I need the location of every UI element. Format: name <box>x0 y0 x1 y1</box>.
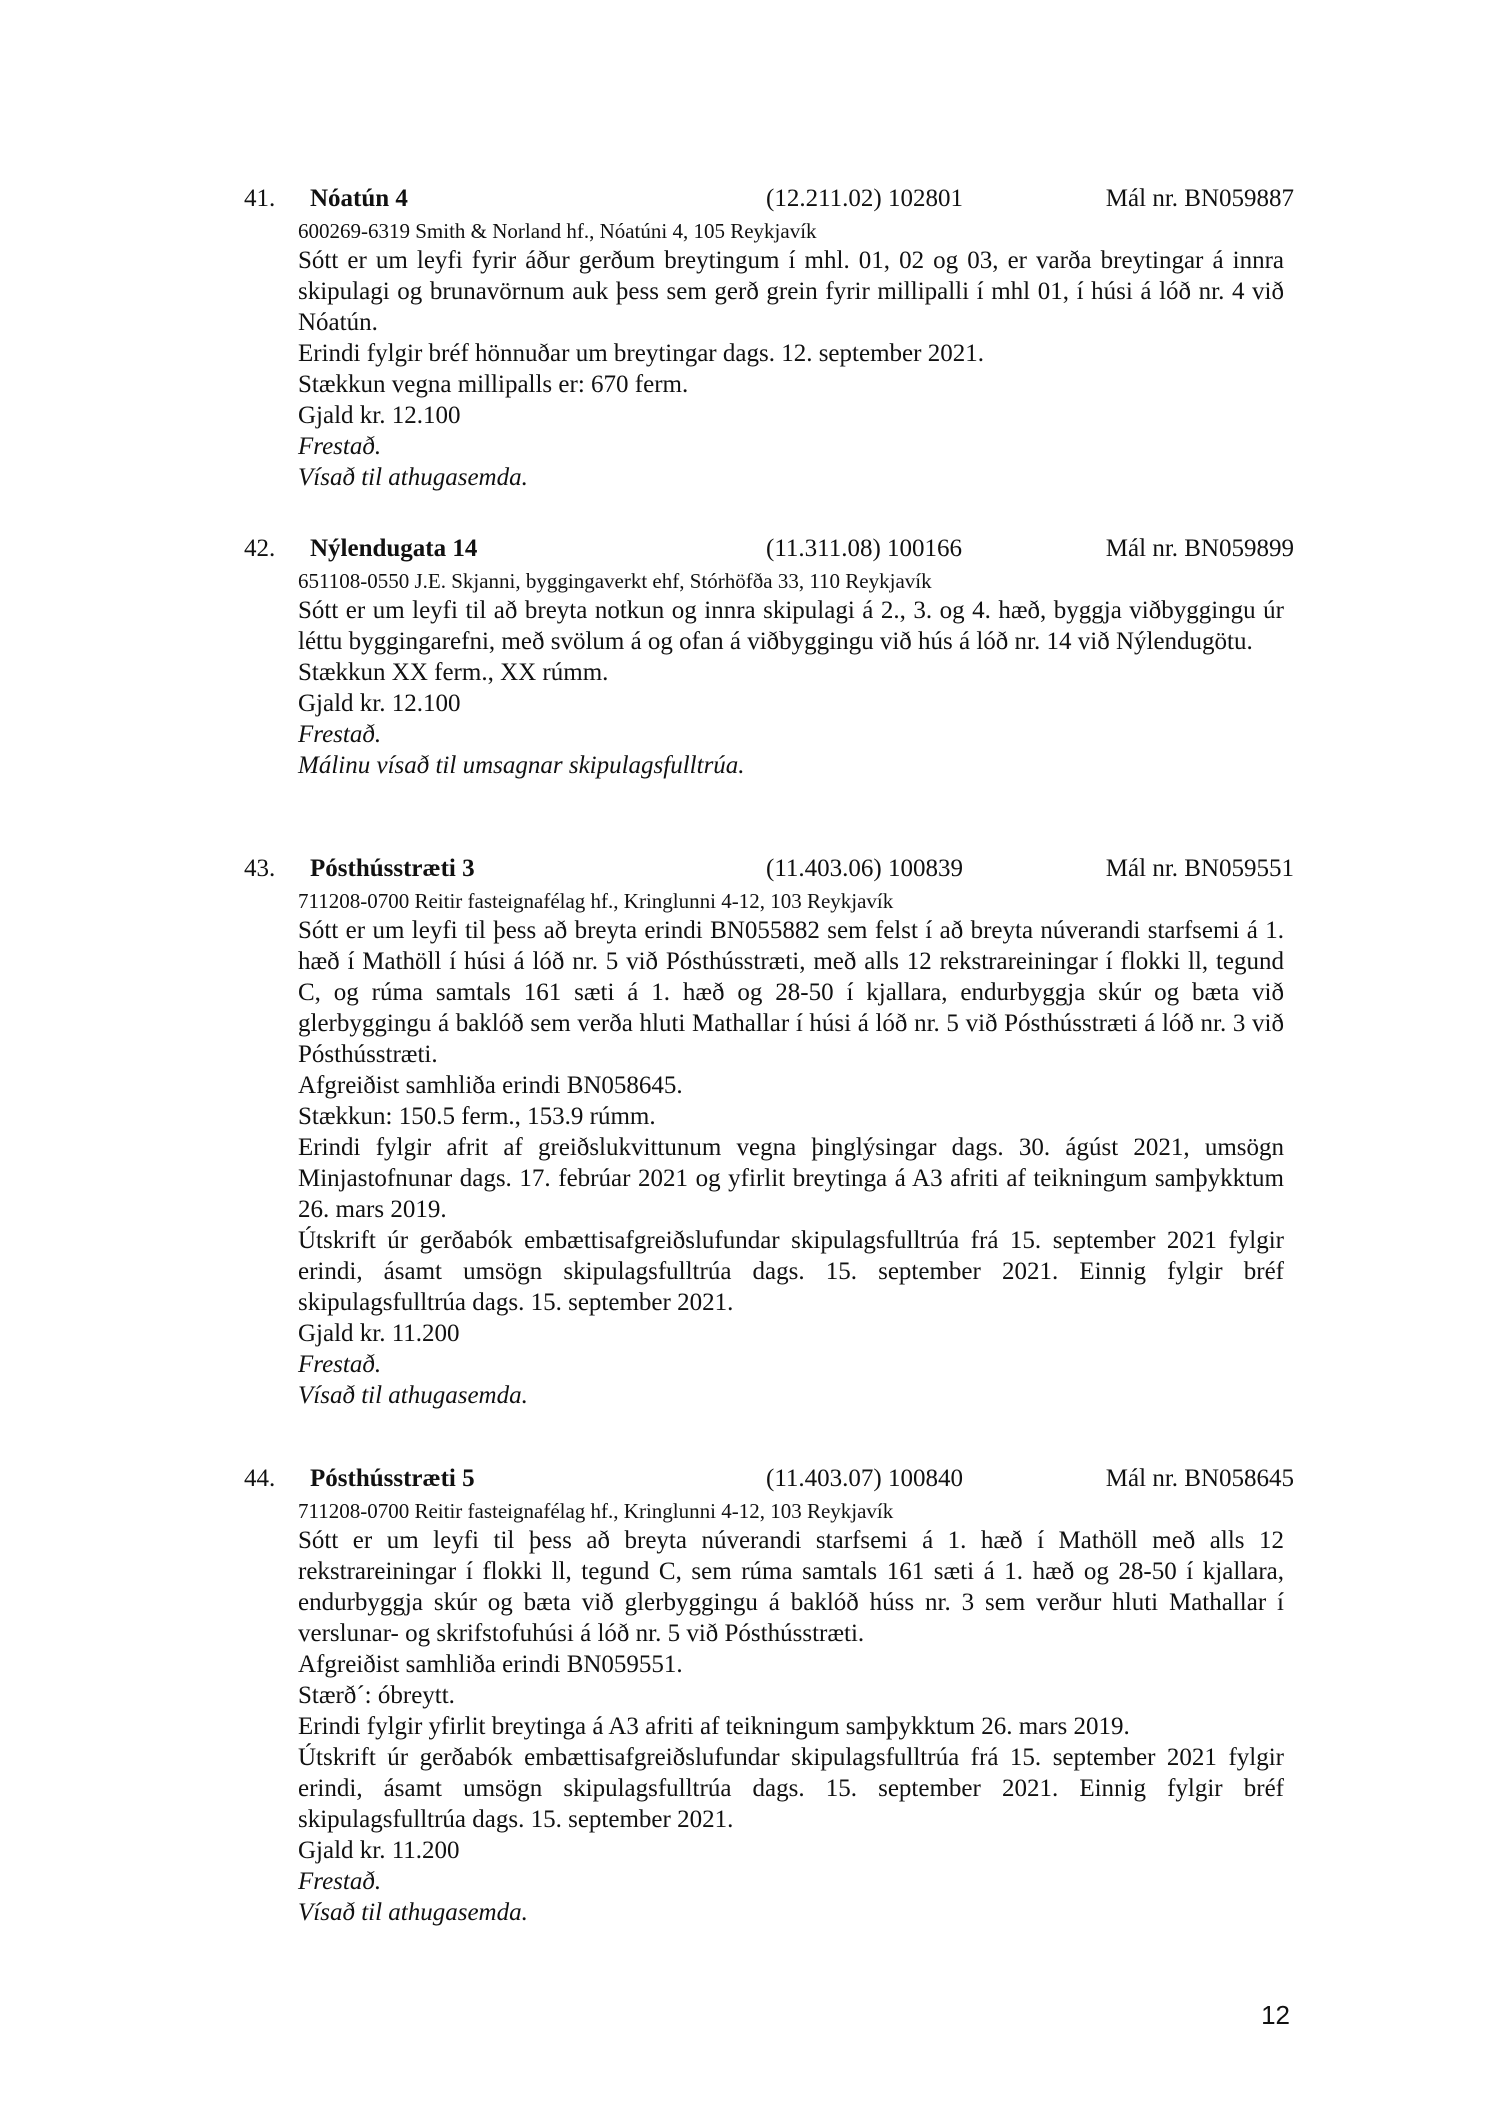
case-decision: Frestað. <box>298 1351 382 1378</box>
case-description: Sótt er um leyfi til þess að breyta erindi BN055882 sem felst í að breyta núverandi starfsemi á 1. hæð í Mathöll í húsi á lóð nr. 5 við Pósthússtræti, með alls 12 rekstrareiningar í flokki ll, tegund C, og rúma samtals 161 sæti á 1. hæð og 28-50 í kjallara, endurbyggja skúr og bæta við glerbyggingu á baklóð sem verða hluti Mathallar í húsi á lóð nr. 5 við Pósthússtræti á lóð nr. 3 við Pósthússtræti. <box>298 917 1284 1068</box>
case-entry-41 <box>244 180 1294 493</box>
case-number: 43. <box>244 855 276 882</box>
case-body <box>298 568 1284 781</box>
case-entry-43 <box>244 850 1294 1411</box>
case-fee: Gjald kr. 12.100 <box>298 402 461 429</box>
case-body <box>298 888 1284 1411</box>
case-decision: Frestað. <box>298 721 382 748</box>
applicant-line: 651108-0550 J.E. Skjanni, byggingaverkt ehf, Stórhöfða 33, 110 Reykjavík <box>298 569 932 593</box>
case-decision: Frestað. <box>298 433 382 460</box>
case-description: Sótt er um leyfi til þess að breyta núverandi starfsemi á 1. hæð í Mathöll með alls 12 rekstrareiningar í flokki ll, tegund C, sem rúma samtals 161 sæti á 1. hæð og 28-50 í kjallara, endurbyggja skúr og bæta við glerbyggingu á baklóð húss nr. 3 sem verður hluti Mathallar í verslunar- og skrifstofuhúsi á lóð nr. 5 við Pósthússtræti. <box>298 1527 1284 1647</box>
page-number: 12 <box>1261 2000 1290 2030</box>
case-file-number: Mál nr. BN059551 <box>1105 855 1294 882</box>
case-header <box>244 1460 1294 1498</box>
case-entry-44 <box>244 1460 1294 1928</box>
case-referral: Málinu vísað til umsagnar skipulagsfulltrúa. <box>298 752 745 779</box>
case-related-note: Afgreiðist samhliða erindi BN059551. <box>298 1651 683 1678</box>
case-body <box>298 1498 1284 1928</box>
case-attachment-note: Erindi fylgir bréf hönnuðar um breytingar dags. 12. september 2021. <box>298 340 984 367</box>
case-file-number: Mál nr. BN058645 <box>1105 1465 1294 1492</box>
case-description: Sótt er um leyfi fyrir áður gerðum breytingum í mhl. 01, 02 og 03, er varða breytingar á innra skipulagi og brunavörnum auk þess sem gerð grein fyrir millipalli í mhl 01, í húsi á lóð nr. 4 við Nóatún. <box>298 247 1284 336</box>
applicant-line: 600269-6319 Smith & Norland hf., Nóatúni 4, 105 Reykjavík <box>298 219 817 243</box>
case-minutes-note: Útskrift úr gerðabók embættisafgreiðslufundar skipulagsfulltrúa frá 15. september 2021 fylgir erindi, ásamt umsögn skipulagsfulltrúa dags. 15. september 2021. Einnig fylgir bréf skipulagsfulltrúa dags. 15. september 2021. <box>298 1227 1284 1316</box>
case-fee: Gjald kr. 11.200 <box>298 1320 460 1347</box>
applicant-line: 711208-0700 Reitir fasteignafélag hf., Kringlunni 4-12, 103 Reykjavík <box>298 1499 894 1523</box>
case-fee: Gjald kr. 11.200 <box>298 1837 460 1864</box>
land-number: (11.403.06) 100839 <box>766 855 963 882</box>
case-attachment-note: Erindi fylgir afrit af greiðslukvittunum vegna þinglýsingar dags. 30. ágúst 2021, umsögn Minjastofnunar dags. 17. febrúar 2021 og yfirlit breytinga á A3 afriti af teikningum samþykktum 26. mars 2019. <box>298 1134 1284 1223</box>
case-entry-42 <box>244 530 1294 781</box>
case-number: 42. <box>244 535 276 562</box>
case-size-note: Stærð´: óbreytt. <box>298 1682 455 1709</box>
land-number: (11.403.07) 100840 <box>766 1465 963 1492</box>
case-body <box>298 218 1284 493</box>
case-description: Sótt er um leyfi til að breyta notkun og innra skipulagi á 2., 3. og 4. hæð, byggja viðbyggingu úr léttu byggingarefni, með svölum á og ofan á viðbyggingu við hús á lóð nr. 14 við Nýlendugötu. <box>298 597 1284 655</box>
case-size-note: Stækkun vegna millipalls er: 670 ferm. <box>298 371 689 398</box>
case-fee: Gjald kr. 12.100 <box>298 690 461 717</box>
case-address: Nýlendugata 14 <box>310 535 478 562</box>
case-header <box>244 530 1294 568</box>
case-address: Pósthússtræti 3 <box>310 855 475 882</box>
case-related-note: Afgreiðist samhliða erindi BN058645. <box>298 1072 683 1099</box>
land-number: (12.211.02) 102801 <box>766 185 963 212</box>
case-referral: Vísað til athugasemda. <box>298 464 528 491</box>
case-minutes-note: Útskrift úr gerðabók embættisafgreiðslufundar skipulagsfulltrúa frá 15. september 2021 fylgir erindi, ásamt umsögn skipulagsfulltrúa dags. 15. september 2021. Einnig fylgir bréf skipulagsfulltrúa dags. 15. september 2021. <box>298 1744 1284 1833</box>
case-decision: Frestað. <box>298 1868 382 1895</box>
case-attachment-note: Erindi fylgir yfirlit breytinga á A3 afriti af teikningum samþykktum 26. mars 2019. <box>298 1713 1130 1740</box>
case-size-note: Stækkun: 150.5 ferm., 153.9 rúmm. <box>298 1103 656 1130</box>
applicant-line: 711208-0700 Reitir fasteignafélag hf., Kringlunni 4-12, 103 Reykjavík <box>298 889 894 913</box>
case-address: Pósthússtræti 5 <box>310 1465 475 1492</box>
case-file-number: Mál nr. BN059899 <box>1105 535 1294 562</box>
case-header <box>244 180 1294 218</box>
case-number: 44. <box>244 1465 276 1492</box>
case-address: Nóatún 4 <box>310 185 408 212</box>
case-file-number: Mál nr. BN059887 <box>1105 185 1294 212</box>
case-number: 41. <box>244 185 276 212</box>
land-number: (11.311.08) 100166 <box>766 535 963 562</box>
case-size-note: Stækkun XX ferm., XX rúmm. <box>298 659 609 686</box>
case-header <box>244 850 1294 888</box>
case-referral: Vísað til athugasemda. <box>298 1899 528 1926</box>
case-referral: Vísað til athugasemda. <box>298 1382 528 1409</box>
